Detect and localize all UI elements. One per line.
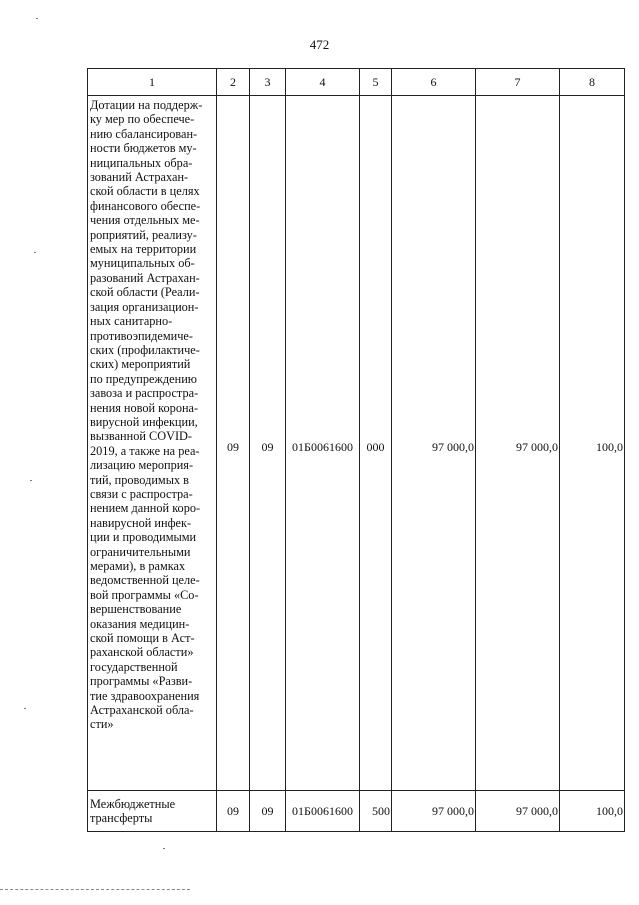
description-line: Дотации на поддерж- <box>90 98 203 112</box>
table-row <box>88 791 625 832</box>
target-article-cell: 01Б0061600 <box>286 791 360 832</box>
description-line: вирусной инфекции, <box>90 414 198 429</box>
table-header-row <box>88 69 625 96</box>
description-line: вызванной COVID- <box>90 429 193 444</box>
description-line: ведомственной целе- <box>90 573 200 588</box>
budget-table <box>87 68 625 832</box>
description-line: емых на территории <box>90 242 197 257</box>
description-line: ку мер по обеспече- <box>90 112 195 127</box>
expense-type-cell: 500 <box>360 791 392 832</box>
description-line: зований Астрахан- <box>90 170 189 185</box>
scan-speck <box>30 480 32 481</box>
column-header: 1 <box>88 69 217 96</box>
amount-cell: 97 000,0 <box>392 96 476 791</box>
description-line: финансового обеспе- <box>90 198 201 213</box>
page-number: 472 <box>309 37 330 52</box>
description-line: роприятий, реализу- <box>90 227 197 242</box>
row-description <box>88 791 217 832</box>
description-line: по предупреждению <box>90 371 197 386</box>
description-line: нения новой корона- <box>90 400 199 415</box>
description-line: ских (профилактиче- <box>90 342 200 357</box>
description-line: муниципальных об- <box>90 256 195 271</box>
column-header: 6 <box>392 69 476 96</box>
description-line: Астраханской обла- <box>90 703 194 718</box>
description-line: зация организацион- <box>90 299 199 314</box>
description-line: противоэпидемиче- <box>90 328 193 343</box>
scan-speck <box>24 708 26 709</box>
description-line: сти» <box>90 717 114 732</box>
scan-speck <box>36 18 38 19</box>
percent-cell: 100,0 <box>560 96 625 791</box>
description-line: ограничительными <box>90 544 191 559</box>
description-line: вершенствование <box>90 602 182 617</box>
description-line: ских) мероприятий <box>90 357 191 372</box>
row-description <box>88 96 217 791</box>
column-header: 7 <box>476 69 560 96</box>
description-line: оказания медицин- <box>90 616 190 631</box>
section-cell: 09 <box>217 96 250 791</box>
target-article-cell: 01Б0061600 <box>286 96 360 791</box>
column-header: 5 <box>360 69 392 96</box>
scan-speck <box>163 848 165 849</box>
description-line: навирусной инфек- <box>90 515 192 530</box>
description-line: Межбюджетные <box>90 796 176 811</box>
description-line: ской области в целях <box>90 184 200 199</box>
description-line: завоза и распростра- <box>90 386 199 401</box>
description-line: ции и проводимыми <box>90 530 197 545</box>
subsection-cell: 09 <box>250 791 286 832</box>
percent-cell: 100,0 <box>560 791 625 832</box>
description-line: ской помощи в Аст- <box>90 631 195 646</box>
description-line: ных санитарно- <box>90 314 173 329</box>
description-line: вой программы «Со- <box>90 587 199 602</box>
description-line: нию сбалансирован- <box>90 126 198 141</box>
bottom-rule <box>0 889 190 891</box>
description-line: мерами), в рамках <box>90 559 186 573</box>
column-header: 8 <box>560 69 625 96</box>
description-line: чения отдельных ме- <box>90 213 200 228</box>
description-line: трансферты <box>90 811 153 825</box>
description-line: ниципальных обра- <box>90 155 193 170</box>
amount-cell: 97 000,0 <box>392 791 476 832</box>
amount-cell: 97 000,0 <box>476 96 560 791</box>
description-line: тие здравоохранения <box>90 688 200 703</box>
column-header: 3 <box>250 69 286 96</box>
expense-type-cell: 000 <box>360 96 392 791</box>
description-line: государственной <box>90 659 178 674</box>
description-line: связи с распростра- <box>90 486 193 501</box>
description-line: программы «Разви- <box>90 674 193 689</box>
subsection-cell: 09 <box>250 96 286 791</box>
scan-speck <box>34 252 36 253</box>
description-line: 2019, а также на реа- <box>90 443 200 458</box>
description-line: нением данной коро- <box>90 501 201 516</box>
description-line: ности бюджетов му- <box>90 141 197 156</box>
table-row <box>88 96 625 791</box>
description-line: лизацию мероприя- <box>90 458 194 473</box>
column-header: 4 <box>286 69 360 96</box>
description-line: тий, проводимых в <box>90 472 189 487</box>
amount-cell: 97 000,0 <box>476 791 560 832</box>
section-cell: 09 <box>217 791 250 832</box>
description-line: ской области (Реали- <box>90 285 200 300</box>
description-line: раханской области» <box>90 645 194 660</box>
column-header: 2 <box>217 69 250 96</box>
description-line: разований Астрахан- <box>90 270 200 285</box>
